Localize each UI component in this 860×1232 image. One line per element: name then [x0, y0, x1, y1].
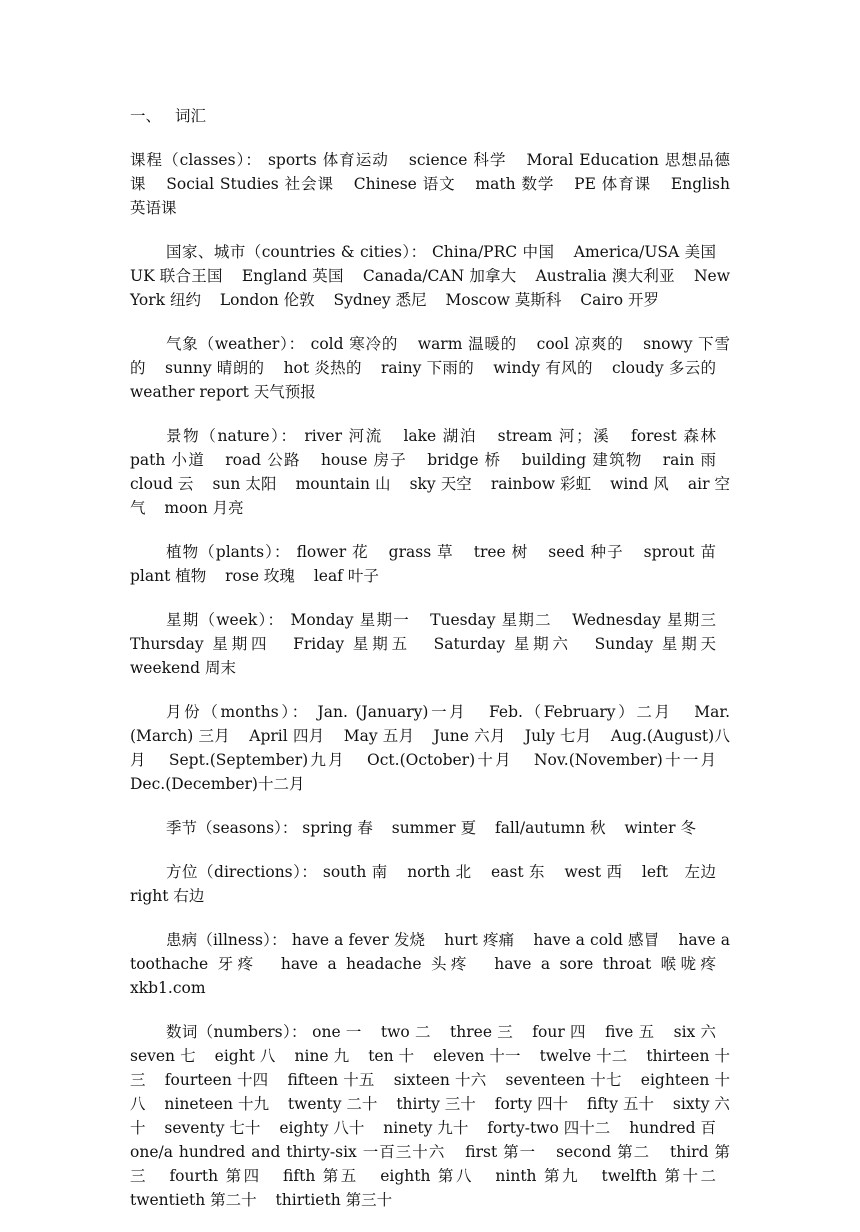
vocabulary-paragraph	[130, 928, 730, 1000]
vocabulary-item: twentieth 第二十	[130, 1191, 257, 1209]
vocabulary-item: seventy 七十	[164, 1119, 261, 1137]
vocabulary-item: thirtieth 第三十	[275, 1191, 393, 1209]
vocabulary-item: one 一	[312, 1023, 362, 1041]
vocabulary-item: Cairo 开罗	[580, 291, 659, 309]
vocabulary-item: winter 冬	[624, 819, 696, 837]
vocabulary-item: seventeen 十七	[505, 1071, 622, 1089]
vocabulary-item: river 河流	[304, 427, 383, 445]
vocabulary-item: two 二	[380, 1023, 431, 1041]
vocabulary-list	[130, 148, 730, 1212]
vocabulary-item: rose 玫瑰	[225, 567, 295, 585]
vocabulary-item: lake 湖泊	[403, 427, 478, 445]
vocabulary-item: flower 花	[296, 543, 369, 561]
vocabulary-item: Social Studies 社会课	[166, 175, 334, 193]
vocabulary-item: Thursday 星期四	[130, 635, 271, 653]
vocabulary-item: forest 森林	[630, 427, 717, 445]
vocabulary-item: first 第一	[465, 1143, 537, 1161]
vocabulary-item: seven 七	[130, 1047, 196, 1065]
category-label: 课程（classes）：	[130, 151, 262, 169]
vocabulary-item: twelve 十二	[539, 1047, 628, 1065]
vocabulary-item: house 房子	[320, 451, 408, 469]
vocabulary-item: four 四	[532, 1023, 586, 1041]
vocabulary-item: Dec.(December)十二月	[130, 775, 305, 793]
vocabulary-paragraph	[130, 540, 730, 588]
vocabulary-item: xkb1.com	[130, 979, 206, 997]
vocabulary-item: hot 炎热的	[283, 359, 362, 377]
vocabulary-item: summer 夏	[391, 819, 477, 837]
vocabulary-item: forty-two 四十二	[487, 1119, 611, 1137]
vocabulary-item: three 三	[450, 1023, 514, 1041]
section-title: 词汇	[175, 107, 207, 125]
vocabulary-item: thirty 三十	[396, 1095, 476, 1113]
vocabulary-item: Friday 星期五	[293, 635, 411, 653]
vocabulary-item: ten 十	[368, 1047, 415, 1065]
vocabulary-item: south 南	[322, 863, 388, 881]
vocabulary-item: America/USA 美国	[573, 243, 717, 261]
vocabulary-item: hurt 疼痛	[444, 931, 515, 949]
vocabulary-item: New York 纽约	[130, 267, 730, 309]
vocabulary-paragraph	[130, 240, 730, 312]
vocabulary-item: plant 植物	[130, 567, 207, 585]
vocabulary-item: Jan. (January)一月	[317, 703, 468, 721]
vocabulary-item: north 北	[407, 863, 472, 881]
section-number: 一、	[130, 107, 162, 125]
vocabulary-item: seed 种子	[548, 543, 624, 561]
vocabulary-item: London 伦敦	[219, 291, 315, 309]
vocabulary-item: Feb.（February）二月	[488, 703, 673, 721]
vocabulary-item: stream 河；溪	[497, 427, 611, 445]
vocabulary-item: five 五	[605, 1023, 655, 1041]
vocabulary-item: cloudy 多云的	[612, 359, 717, 377]
vocabulary-item: have a headache 头疼	[280, 955, 471, 973]
vocabulary-paragraph	[130, 424, 730, 520]
vocabulary-item: China/PRC 中国	[431, 243, 555, 261]
vocabulary-item: England 英国	[241, 267, 344, 285]
vocabulary-paragraph	[130, 860, 730, 908]
vocabulary-item: sun 太阳	[212, 475, 277, 493]
vocabulary-item: eight 八	[214, 1047, 276, 1065]
vocabulary-item: fall/autumn 秋	[494, 819, 606, 837]
vocabulary-item: Moscow 莫斯科	[445, 291, 562, 309]
vocabulary-item: nine 九	[294, 1047, 350, 1065]
category-label: 植物（plants）：	[166, 543, 291, 561]
vocabulary-item: eleven 十一	[433, 1047, 521, 1065]
vocabulary-item: moon 月亮	[164, 499, 244, 517]
vocabulary-item: June 六月	[433, 727, 506, 745]
vocabulary-item: Tuesday 星期二	[430, 611, 552, 629]
vocabulary-item: have a fever 发烧	[291, 931, 426, 949]
vocabulary-item: have a cold 感冒	[533, 931, 660, 949]
vocabulary-item: math 数学	[475, 175, 555, 193]
vocabulary-item: Mar.(March) 三月	[130, 703, 731, 745]
vocabulary-item: rainbow 彩虹	[490, 475, 592, 493]
vocabulary-item: have a sore throat 喉咙疼	[494, 955, 717, 973]
vocabulary-item: twelfth 第十二	[601, 1167, 717, 1185]
vocabulary-item: six 六	[673, 1023, 717, 1041]
vocabulary-item: April 四月	[249, 727, 325, 745]
document-page	[130, 104, 730, 1232]
vocabulary-item: eighth 第八	[380, 1167, 474, 1185]
vocabulary-item: wind 风	[610, 475, 669, 493]
vocabulary-item: cloud 云	[130, 475, 194, 493]
vocabulary-item: English 英语课	[130, 175, 730, 217]
vocabulary-paragraph	[130, 816, 730, 840]
category-label: 气象（weather）：	[166, 335, 305, 353]
vocabulary-item: have a toothache 牙疼	[130, 931, 730, 973]
category-label: 月份（months）：	[166, 703, 310, 721]
category-label: 方位（directions）：	[166, 863, 318, 881]
vocabulary-item: Nov.(November)十一月	[533, 751, 717, 769]
vocabulary-item: sprout 苗	[643, 543, 716, 561]
vocabulary-item: weekend 周末	[130, 659, 237, 677]
category-label: 景物（nature）：	[166, 427, 298, 445]
vocabulary-item: cool 凉爽的	[536, 335, 624, 353]
vocabulary-item: mountain 山	[295, 475, 391, 493]
vocabulary-item: Oct.(October)十月	[367, 751, 513, 769]
vocabulary-item: fifty 五十	[586, 1095, 654, 1113]
vocabulary-item: road 公路	[225, 451, 301, 469]
vocabulary-item: rain 雨	[662, 451, 717, 469]
vocabulary-item: one/a hundred and thirty-six 一百三十六	[130, 1143, 446, 1161]
vocabulary-item: warm 温暖的	[417, 335, 517, 353]
category-label: 星期（week）：	[166, 611, 285, 629]
category-label: 数词（numbers）：	[166, 1023, 307, 1041]
vocabulary-item: air 空气	[130, 475, 731, 517]
vocabulary-item: sky 天空	[409, 475, 472, 493]
vocabulary-item: eighty 八十	[279, 1119, 365, 1137]
category-label: 国家、城市（countries & cities）：	[166, 243, 427, 261]
vocabulary-item: Sept.(September)九月	[168, 751, 346, 769]
vocabulary-item: snowy 下雪的	[130, 335, 730, 377]
vocabulary-paragraph	[130, 148, 730, 220]
vocabulary-item: Australia 澳大利亚	[535, 267, 675, 285]
vocabulary-item: sunny 晴朗的	[165, 359, 265, 377]
vocabulary-item: hundred 百	[629, 1119, 717, 1137]
vocabulary-item: second 第二	[556, 1143, 651, 1161]
vocabulary-item: twenty 二十	[287, 1095, 378, 1113]
vocabulary-item: fourth 第四	[169, 1167, 262, 1185]
vocabulary-item: west 西	[564, 863, 623, 881]
vocabulary-item: Chinese 语文	[353, 175, 456, 193]
vocabulary-item: thirteen 十三	[130, 1047, 730, 1089]
vocabulary-item: grass 草	[388, 543, 454, 561]
vocabulary-item: sixteen 十六	[393, 1071, 487, 1089]
vocabulary-item: Moral Education 思想品德课	[130, 151, 731, 193]
vocabulary-item: July 七月	[524, 727, 592, 745]
category-label: 季节（seasons）：	[166, 819, 298, 837]
vocabulary-item: cold 寒冷的	[310, 335, 399, 353]
vocabulary-item: forty 四十	[494, 1095, 569, 1113]
vocabulary-item: right 右边	[130, 887, 205, 905]
vocabulary-item: eighteen 十八	[130, 1071, 730, 1113]
vocabulary-item: path 小道	[130, 451, 206, 469]
vocabulary-item: left 左边	[641, 863, 717, 881]
section-heading	[130, 104, 730, 128]
vocabulary-item: third 第三	[130, 1143, 730, 1185]
vocabulary-item: Sunday 星期天	[594, 635, 717, 653]
vocabulary-item: ninth 第九	[495, 1167, 581, 1185]
vocabulary-item: east 东	[490, 863, 546, 881]
vocabulary-item: Monday 星期一	[290, 611, 410, 629]
vocabulary-item: Sydney 悉尼	[333, 291, 427, 309]
vocabulary-item: spring 春	[302, 819, 373, 837]
vocabulary-item: May 五月	[343, 727, 415, 745]
vocabulary-item: Canada/CAN 加拿大	[362, 267, 517, 285]
vocabulary-item: leaf 叶子	[313, 567, 379, 585]
vocabulary-item: weather report 天气预报	[130, 383, 316, 401]
vocabulary-item: nineteen 十九	[164, 1095, 269, 1113]
vocabulary-item: science 科学	[408, 151, 507, 169]
vocabulary-paragraph	[130, 608, 730, 680]
vocabulary-item: PE 体育课	[574, 175, 652, 193]
vocabulary-item: tree 树	[473, 543, 529, 561]
vocabulary-item: building 建筑物	[521, 451, 643, 469]
vocabulary-item: sports 体育运动	[267, 151, 389, 169]
vocabulary-item: fifteen 十五	[287, 1071, 375, 1089]
vocabulary-item: windy 有风的	[493, 359, 593, 377]
vocabulary-item: Saturday 星期六	[433, 635, 572, 653]
vocabulary-item: rainy 下雨的	[381, 359, 475, 377]
vocabulary-item: sixty 六十	[130, 1095, 730, 1137]
vocabulary-item: bridge 桥	[427, 451, 502, 469]
category-label: 患病（illness）：	[166, 931, 287, 949]
vocabulary-item: UK 联合王国	[130, 267, 223, 285]
vocabulary-paragraph	[130, 700, 730, 796]
vocabulary-item: ninety 九十	[383, 1119, 469, 1137]
vocabulary-paragraph	[130, 332, 730, 404]
vocabulary-item: Aug.(August)八月	[130, 727, 731, 769]
vocabulary-paragraph	[130, 1020, 730, 1212]
vocabulary-item: fifth 第五	[283, 1167, 359, 1185]
vocabulary-item: Wednesday 星期三	[572, 611, 717, 629]
vocabulary-item: fourteen 十四	[164, 1071, 269, 1089]
